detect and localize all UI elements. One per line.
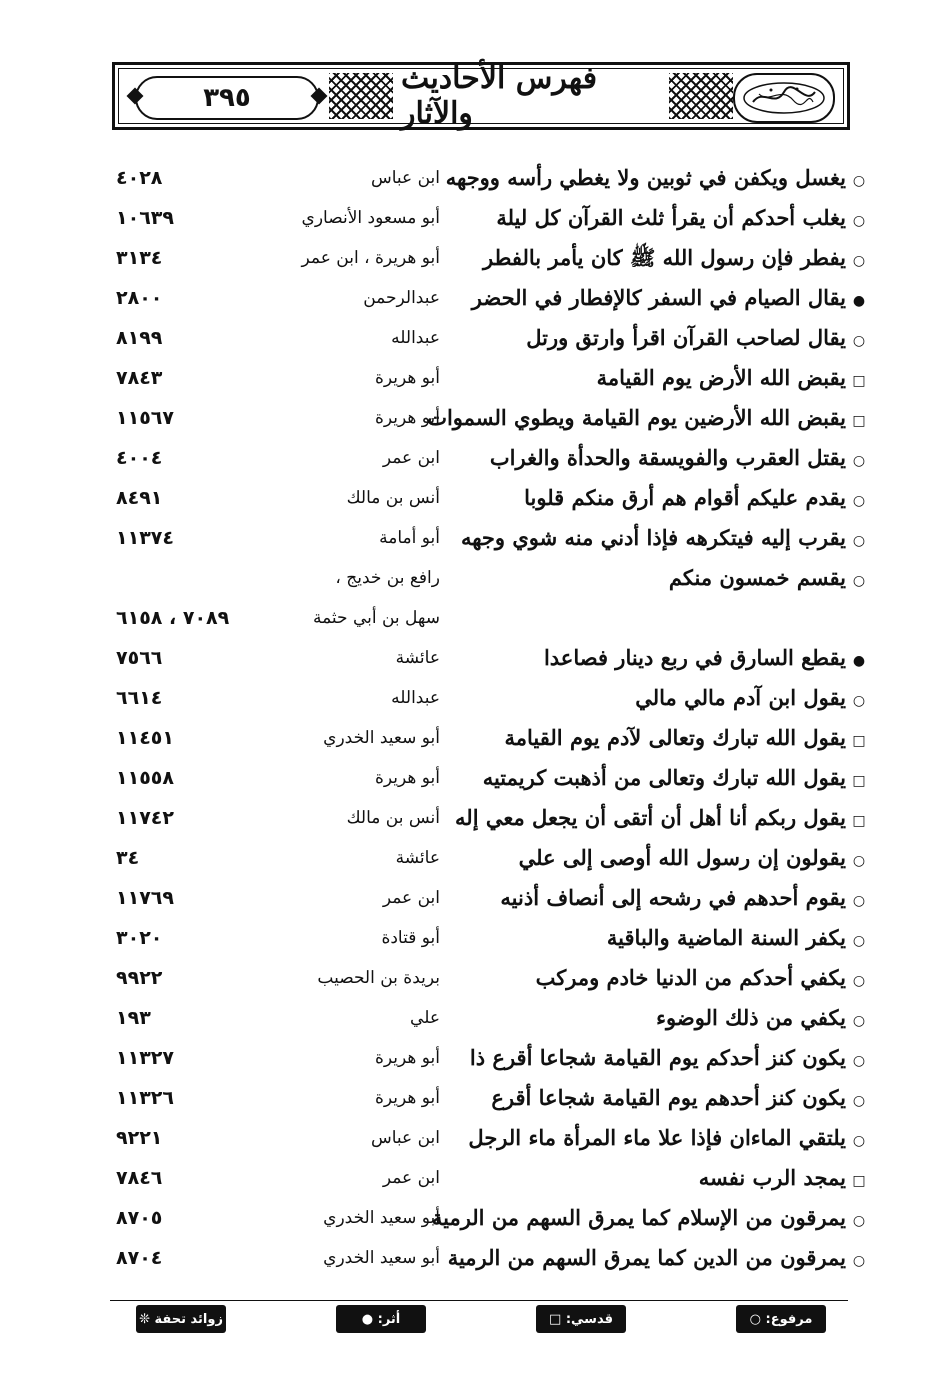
table-row [110,838,870,878]
hadith-type-marker: ○ [852,253,866,269]
hadith-text: ○يقدم عليكم أقوام هم أرق منكم قلوبا [524,478,870,518]
hadith-type-marker: □ [852,1173,866,1189]
hadith-number: ٨١٩٩ [116,327,163,349]
hadith-type-marker: ○ [852,693,866,709]
hadith-number: ٣١٣٤ [116,247,163,269]
table-row [110,1038,870,1078]
hadith-type-marker: ○ [852,973,866,989]
hadith-number: ١٩٣ [116,1007,151,1029]
narrator-name: أنس بن مالك [346,488,440,508]
hadith-type-marker: ○ [852,573,866,589]
hadith-type-marker: ○ [852,1253,866,1269]
hadith-type-marker: ○ [852,1133,866,1149]
hadith-number: ١١٣٢٧ [116,1047,174,1069]
hadith-type-marker: ○ [852,333,866,349]
hadith-number: ١١٤٥١ [116,727,174,749]
narrator-name: أبو مسعود الأنصاري [301,208,440,228]
legend-zawaid-tuhfa: زوائد تحفة ❊ [136,1305,226,1333]
narrator-name: سهل بن أبي حثمة [312,608,440,628]
hadith-type-marker: ○ [852,893,866,909]
page-number: ٣٩٥ [203,83,251,113]
narrator-name: عائشة [395,648,440,668]
narrator-name: أبو هريرة [374,408,440,428]
narrator-name: أبو هريرة [374,768,440,788]
narrator-name: ابن عمر [382,1168,440,1188]
hadith-number: ١١٥٦٧ [116,407,174,429]
narrator-name: أنس بن مالك [346,808,440,828]
legend-marfu: مرفوع: ○ [736,1305,826,1333]
hadith-type-marker: ○ [852,853,866,869]
hadith-text: ○يقولون إن رسول الله أوصى إلى علي [519,838,870,878]
hadith-type-marker: ○ [852,1213,866,1229]
narrator-name: أبو هريرة [374,1048,440,1068]
hadith-number: ٧٥٦٦ [116,647,163,669]
narrator-name: ابن عمر [382,448,440,468]
hadith-type-marker: □ [852,373,866,389]
hadith-text: □يقول الله تبارك وتعالى من أذهبت كريمتيه [483,758,870,798]
hadith-text: ○يكفي من ذلك الوضوء [656,998,870,1038]
narrator-name: أبو سعيد الخدري [323,1248,440,1268]
hadith-type-marker: ○ [852,1053,866,1069]
hadith-text: ○يفطر فإن رسول الله ﷺ كان يأمر بالفطر [483,238,870,278]
narrator-name: أبو هريرة [374,1088,440,1108]
hadith-text: ○يقتل العقرب والفويسقة والحدأة والغراب [490,438,870,478]
hadith-number: ٩٢٢١ [116,1127,163,1149]
table-row [110,758,870,798]
hadith-number: ٢٨٠٠ [116,287,163,309]
hadith-text: ○يقرب إليه فيتكرهه فإذا أدني منه شوي وجهه [461,518,870,558]
narrator-name: ابن عمر [382,888,440,908]
footer-divider [110,1300,848,1301]
hadith-number: ٩٩٢٢ [116,967,163,989]
narrator-name: عبدالله [391,688,440,708]
hadith-text: ○يقوم أحدهم في رشحه إلى أنصاف أذنيه [500,878,870,918]
hadith-type-marker: ● [852,653,866,669]
table-row [110,278,870,318]
table-row [110,1078,870,1118]
hadith-text [846,598,870,638]
hadith-type-marker: ○ [852,1093,866,1109]
narrator-name: أبو سعيد الخدري [323,728,440,748]
table-row [110,1198,870,1238]
table-row [110,718,870,758]
hadith-type-marker: ○ [852,1013,866,1029]
hadith-number: ٧٨٤٣ [116,367,163,389]
narrator-name: ابن عباس [370,168,440,188]
hadith-text: ○يقال لصاحب القرآن اقرأ وارتق ورتل [526,318,870,358]
hadith-type-marker: ○ [852,173,866,189]
hadith-type-marker: □ [852,813,866,829]
hadith-type-marker: ○ [852,533,866,549]
table-row [110,238,870,278]
narrator-name: أبو سعيد الخدري [323,1208,440,1228]
page-title: فهرس الأحاديث والآثار [401,61,598,131]
hadith-number: ٤٠٢٨ [116,167,163,189]
table-row [110,398,870,438]
hadith-text: ●يقطع السارق في ربع دينار فصاعدا [544,638,870,678]
narrator-name: عبدالرحمن [363,288,440,308]
footer-legend [110,1305,848,1335]
hadith-text: ○يقول ابن آدم مالي مالي [635,678,870,718]
hadith-text: ○يقسم خمسون منكم [669,558,870,598]
hadith-number: ٧٠٨٩ ، ٦١٥٨ [116,607,230,629]
table-row [110,318,870,358]
table-row [110,158,870,198]
table-row [110,478,870,518]
narrator-name: أبو أمامة [379,528,440,548]
narrator-name: أبو هريرة ، ابن عمر [301,248,440,268]
hadith-number: ٣٤ [116,847,140,869]
table-row [110,438,870,478]
hadith-number: ١١٧٤٢ [116,807,174,829]
hadith-type-marker: □ [852,733,866,749]
hadith-type-marker: □ [852,773,866,789]
hadith-text: ○يغلب أحدكم أن يقرأ ثلث القرآن كل ليلة [496,198,870,238]
narrator-name: رافع بن خديج ، [335,568,440,588]
hadith-type-marker: ○ [852,453,866,469]
hadith-text: □يمجد الرب نفسه [699,1158,870,1198]
hadith-text: ○يمرقون من الدين كما يمرق السهم من الرمية [448,1238,870,1278]
hadith-text: ○يكفر السنة الماضية والباقية [607,918,870,958]
hadith-text: □يقبض الله الأرضين يوم القيامة ويطوي السموات [427,398,870,438]
table-row [110,678,870,718]
hadith-text: □يقول الله تبارك وتعالى لآدم يوم القيامة [505,718,870,758]
hadith-text: □يقول ربكم أنا أهل أن أتقى أن يجعل معي إله [455,798,870,838]
hadith-type-marker: ○ [852,493,866,509]
hadith-number: ٦٦١٤ [116,687,163,709]
narrator-name: بريدة بن الحصيب [317,968,440,988]
hadith-text: ○يلتقي الماءان فإذا علا ماء المرأة ماء الرجل [468,1118,870,1158]
table-row [110,1238,870,1278]
narrator-name: عائشة [395,848,440,868]
narrator-name: علي [410,1008,440,1028]
table-row [110,558,870,598]
table-row [110,998,870,1038]
table-row [110,598,870,638]
narrator-name: ابن عباس [370,1128,440,1148]
table-row [110,798,870,838]
table-row [110,518,870,558]
hadith-number: ٨٧٠٤ [116,1247,163,1269]
hadith-text: ○يمرقون من الإسلام كما يمرق السهم من الرمية [432,1198,870,1238]
table-row [110,958,870,998]
table-row [110,638,870,678]
hadith-number: ١١٣٢٦ [116,1087,174,1109]
table-row [110,918,870,958]
hadith-type-marker: ○ [852,213,866,229]
narrator-name: عبدالله [391,328,440,348]
hadith-number: ١١٥٥٨ [116,767,174,789]
hadith-type-marker: ○ [852,933,866,949]
table-row [110,878,870,918]
narrator-name: أبو قتادة [381,928,440,948]
table-row [110,1118,870,1158]
table-row [110,1158,870,1198]
legend-athar: أثر: ● [336,1305,426,1333]
narrator-name: أبو هريرة [374,368,440,388]
hadith-text: □يقبض الله الأرض يوم القيامة [597,358,870,398]
hadith-type-marker: ● [852,293,866,309]
hadith-number: ٤٠٠٤ [116,447,163,469]
hadith-text: ○يكفي أحدكم من الدنيا خادم ومركب [536,958,870,998]
hadith-text: ○يكون كنز أحدهم يوم القيامة شجاعا أقرع [491,1078,870,1118]
hadith-type-marker: □ [852,413,866,429]
table-row [110,358,870,398]
hadith-number: ٨٤٩١ [116,487,163,509]
hadith-number: ١١٧٦٩ [116,887,174,909]
hadith-number: ١١٣٧٤ [116,527,174,549]
legend-qudsi: قدسي: □ [536,1305,626,1333]
hadith-text: ○يغسل ويكفن في ثوبين ولا يغطي رأسه ووجهه [446,158,870,198]
hadith-number: ٣٠٢٠ [116,927,163,949]
table-row [110,198,870,238]
hadith-number: ٨٧٠٥ [116,1207,163,1229]
hadith-number: ١٠٦٣٩ [116,207,174,229]
hadith-number: ٧٨٤٦ [116,1167,163,1189]
hadith-text: ●يقال الصيام في السفر كالإفطار في الحضر [472,278,870,318]
hadith-text: ○يكون كنز أحدكم يوم القيامة شجاعا أقرع ذا [470,1038,870,1078]
